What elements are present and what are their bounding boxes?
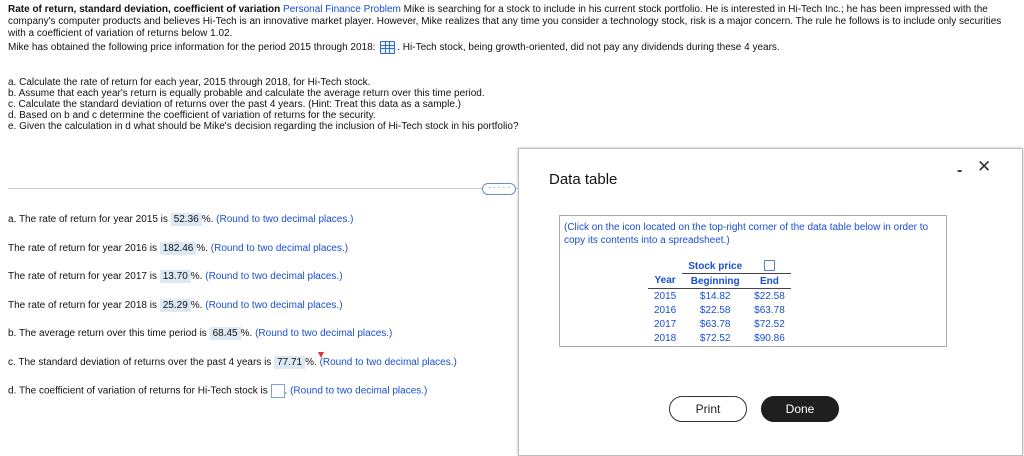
print-button[interactable]: Print xyxy=(669,396,747,422)
answer-input-2017[interactable]: 13.70 xyxy=(160,270,191,283)
answer-a-2015 xyxy=(8,213,353,226)
cell-end: $63.78 xyxy=(754,304,785,316)
cell-end: $72.52 xyxy=(754,318,785,330)
problem-header xyxy=(8,4,1018,54)
cell-end: $90.86 xyxy=(754,332,785,344)
round-hint: (Round to two decimal places.) xyxy=(205,271,343,282)
question-parts xyxy=(8,77,519,132)
header-beginning: Beginning xyxy=(682,274,748,289)
answer-label: d. The coefficient of variation of returns for Hi-Tech stock is xyxy=(8,385,268,397)
answer-label: The rate of return for year 2017 is xyxy=(8,271,157,282)
group-header-stock-price: Stock price xyxy=(682,259,748,274)
copy-instructions: (Click on the icon located on the top-right corner of the data table below in order to copy its contents into a spreadsheet.) xyxy=(564,222,929,246)
part-c: c. Calculate the standard deviation of returns over the past 4 years. (Hint: Treat this data as a sample.) xyxy=(8,99,462,110)
answer-input-average[interactable]: 68.45 xyxy=(210,327,241,340)
answer-d xyxy=(8,384,427,398)
part-b: b. Assume that each year's return is equally probable and calculate the average return over this time period. xyxy=(8,88,485,99)
percent-suffix: %. xyxy=(240,328,253,339)
cell-begin: $63.78 xyxy=(699,318,731,330)
price-info-line xyxy=(8,41,1018,54)
cell-year: 2016 xyxy=(654,304,677,316)
header-end: End xyxy=(748,274,791,289)
answer-label: b. The average return over this time period is xyxy=(8,328,207,339)
part-e: e. Given the calculation in d what should be Mike's decision regarding the inclusion of Hi-Tech stock in his portfolio? xyxy=(8,121,519,132)
answer-label: The rate of return for year 2016 is xyxy=(8,243,157,254)
cell-begin: $14.82 xyxy=(699,290,731,302)
table-row xyxy=(648,303,791,317)
problem-intro xyxy=(8,4,1018,40)
answer-input-2015[interactable]: 52.36 xyxy=(171,213,202,226)
price-info-text: Mike has obtained the following price information for the period 2015 through 2018: xyxy=(8,42,376,54)
round-hint: (Round to two decimal places.) xyxy=(255,328,393,339)
cell-year: 2017 xyxy=(654,318,677,330)
answer-a-2017 xyxy=(8,270,343,283)
answer-a-2018 xyxy=(8,299,343,312)
minimize-icon[interactable]: - xyxy=(957,162,963,179)
percent-suffix: %. xyxy=(190,300,203,311)
answer-b xyxy=(8,327,392,340)
cell-begin: $72.52 xyxy=(699,332,731,344)
data-table-dialog xyxy=(518,148,1023,456)
data-table-icon[interactable] xyxy=(380,41,395,54)
stock-price-table xyxy=(648,259,791,345)
percent-suffix: %. xyxy=(201,214,214,225)
answer-c xyxy=(8,356,457,369)
copy-to-spreadsheet-icon[interactable] xyxy=(764,260,775,271)
answer-label: c. The standard deviation of returns over the past 4 years is xyxy=(8,357,272,368)
done-button[interactable]: Done xyxy=(761,396,839,422)
round-hint: (Round to two decimal places.) xyxy=(319,357,457,368)
intro-text: Mike is searching for a stock to include in his current stock portfolio. He is interested in Hi-Tech Inc.; he has been impressed with the company's computer products and believes Hi-Tech is an innovative market player. However, Mike realizes that any time you consider a technology stock, risk is a major concern. The rule he follows is to include only securities with a coefficient of variation of returns below 1.02. xyxy=(8,4,1002,39)
table-row xyxy=(648,331,791,345)
dialog-title: Data table xyxy=(549,171,618,188)
part-d: d. Based on b and c determine the coefficient of variation of returns for the security. xyxy=(8,110,376,121)
percent-suffix: %. xyxy=(196,243,209,254)
answer-label: a. The rate of return for year 2015 is xyxy=(8,214,168,225)
problem-type: Personal Finance Problem xyxy=(283,4,401,15)
answer-input-2016[interactable]: 182.46 xyxy=(160,242,197,255)
copy-cell xyxy=(748,259,791,274)
dividend-text: . Hi-Tech stock, being growth-oriented, did not pay any dividends during these 4 years. xyxy=(397,42,780,54)
percent-suffix: %. xyxy=(305,357,317,368)
round-hint: (Round to two decimal places.) xyxy=(216,214,354,225)
table-row xyxy=(648,317,791,331)
round-hint: (Round to two decimal places.) xyxy=(290,385,428,397)
answer-input-cv[interactable] xyxy=(271,384,285,398)
round-hint: (Round to two decimal places.) xyxy=(205,300,343,311)
round-hint: (Round to two decimal places.) xyxy=(210,243,349,254)
header-year: Year xyxy=(648,274,682,289)
text-cursor-icon xyxy=(318,352,324,358)
table-row xyxy=(648,289,791,304)
answer-input-2018[interactable]: 25.29 xyxy=(160,299,191,312)
period-suffix: . xyxy=(284,385,288,397)
answer-label: The rate of return for year 2018 is xyxy=(8,300,157,311)
expand-more-button[interactable]: · · · · · xyxy=(482,183,516,195)
problem-title: Rate of return, standard deviation, coefficient of variation xyxy=(8,4,281,15)
cell-year: 2018 xyxy=(654,332,677,344)
cell-year: 2015 xyxy=(654,290,677,302)
answer-a-2016 xyxy=(8,242,348,255)
answer-input-stdev[interactable]: 77.71 xyxy=(274,356,305,369)
data-table-panel xyxy=(559,215,947,347)
percent-suffix: %. xyxy=(190,271,203,282)
close-icon[interactable]: ✕ xyxy=(977,157,992,176)
part-a: a. Calculate the rate of return for each year, 2015 through 2018, for Hi-Tech stock. xyxy=(8,77,371,88)
cell-begin: $22.58 xyxy=(699,304,731,316)
table-spacer xyxy=(648,259,682,274)
cell-end: $22.58 xyxy=(754,290,785,302)
